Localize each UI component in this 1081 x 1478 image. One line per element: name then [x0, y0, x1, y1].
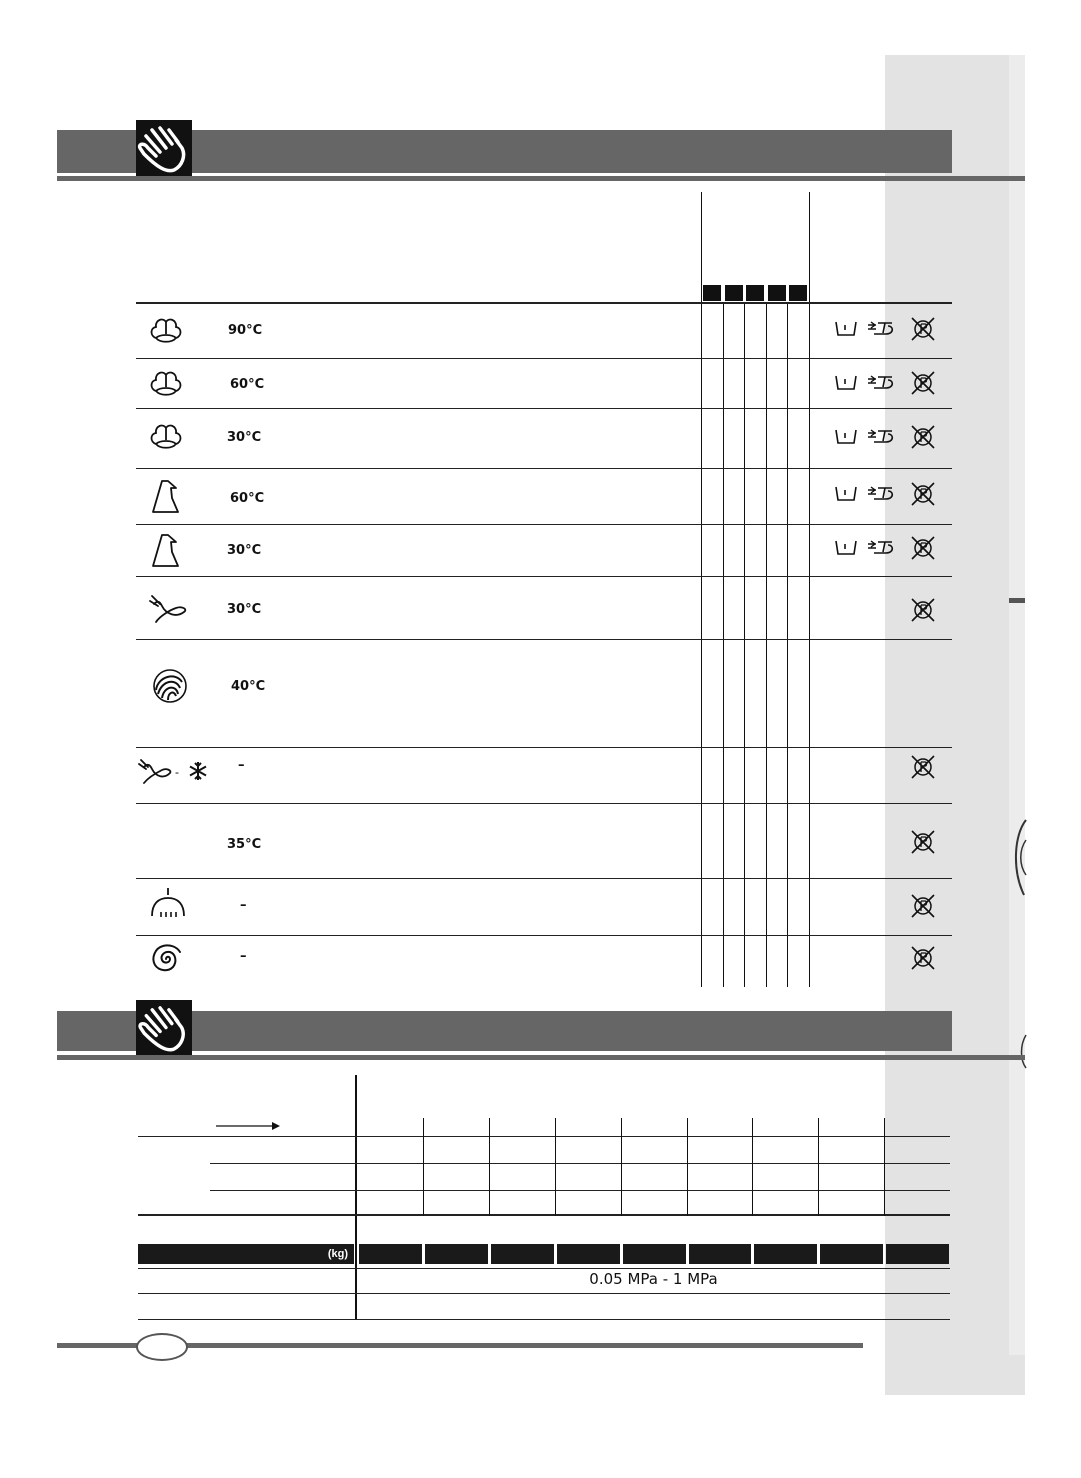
prewash-icon	[866, 481, 898, 505]
no-tumble-dry-icon	[910, 481, 936, 507]
kg-label: (kg)	[138, 1244, 354, 1264]
side-tab-edge	[1009, 55, 1025, 1395]
kg-value-cell	[425, 1244, 488, 1264]
no-tumble-dry-icon	[910, 370, 936, 396]
prewash-icon	[866, 316, 898, 340]
column-marker	[768, 285, 786, 301]
kg-value-cell	[754, 1244, 817, 1264]
prewash-icon	[866, 370, 898, 394]
temperature: 30°C	[227, 602, 262, 617]
page-number-badge	[136, 1333, 188, 1361]
rinse-icon	[148, 886, 188, 922]
temperature: 60°C	[230, 491, 265, 506]
spin-icon	[148, 941, 184, 977]
no-tumble-dry-icon	[910, 893, 936, 919]
prewash-icon	[866, 535, 898, 559]
kg-value-cell	[689, 1244, 751, 1264]
kg-value-cell	[491, 1244, 554, 1264]
washbasin-icon	[833, 316, 859, 340]
kg-value-cell	[359, 1244, 422, 1264]
prewash-icon	[866, 424, 898, 448]
section-2-rule	[57, 1055, 1025, 1060]
side-tab-marker	[1009, 598, 1025, 603]
no-tumble-dry-icon	[910, 829, 936, 855]
kg-value-cell	[820, 1244, 883, 1264]
wool-icon	[150, 666, 190, 706]
temperature: –	[240, 898, 247, 913]
washbasin-icon	[833, 370, 859, 394]
cotton-icon	[148, 369, 184, 399]
no-tumble-dry-icon	[910, 316, 936, 342]
no-tumble-dry-icon	[910, 945, 936, 971]
kg-value-cell	[557, 1244, 620, 1264]
temperature: –	[240, 949, 247, 964]
column-marker	[725, 285, 743, 301]
no-tumble-dry-icon	[910, 754, 936, 780]
washbasin-icon	[833, 424, 859, 448]
synthetic-icon	[148, 530, 184, 570]
synthetic-icon	[148, 476, 184, 516]
column-marker	[703, 285, 721, 301]
arrow-right-icon	[216, 1120, 280, 1132]
side-tab	[885, 55, 1009, 1395]
no-tumble-dry-icon	[910, 424, 936, 450]
hand-wash-icon	[136, 1000, 192, 1055]
column-marker	[746, 285, 764, 301]
temperature: 60°C	[230, 377, 265, 392]
cotton-icon	[148, 316, 184, 346]
delicate-icon	[146, 592, 190, 626]
kg-value-cell	[623, 1244, 686, 1264]
hand-wash-icon	[136, 120, 192, 176]
water-pressure-value: 0.05 MPa - 1 MPa	[589, 1270, 718, 1288]
snowflake-icon	[188, 761, 208, 781]
column-marker	[789, 285, 807, 301]
kg-value-cell	[886, 1244, 949, 1264]
no-tumble-dry-icon	[910, 535, 936, 561]
washbasin-icon	[833, 535, 859, 559]
temperature: 30°C	[227, 543, 262, 558]
temperature: 40°C	[231, 679, 266, 694]
temperature: 35°C	[227, 837, 262, 852]
washbasin-icon	[833, 481, 859, 505]
temperature: 90°C	[228, 323, 263, 338]
delicate-icon	[136, 757, 172, 787]
temperature: 30°C	[227, 430, 262, 445]
section-1-rule	[57, 176, 1025, 181]
no-tumble-dry-icon	[910, 597, 936, 623]
temperature: –	[238, 758, 245, 773]
machine-drawing	[1008, 810, 1028, 1070]
cotton-icon	[148, 422, 184, 452]
